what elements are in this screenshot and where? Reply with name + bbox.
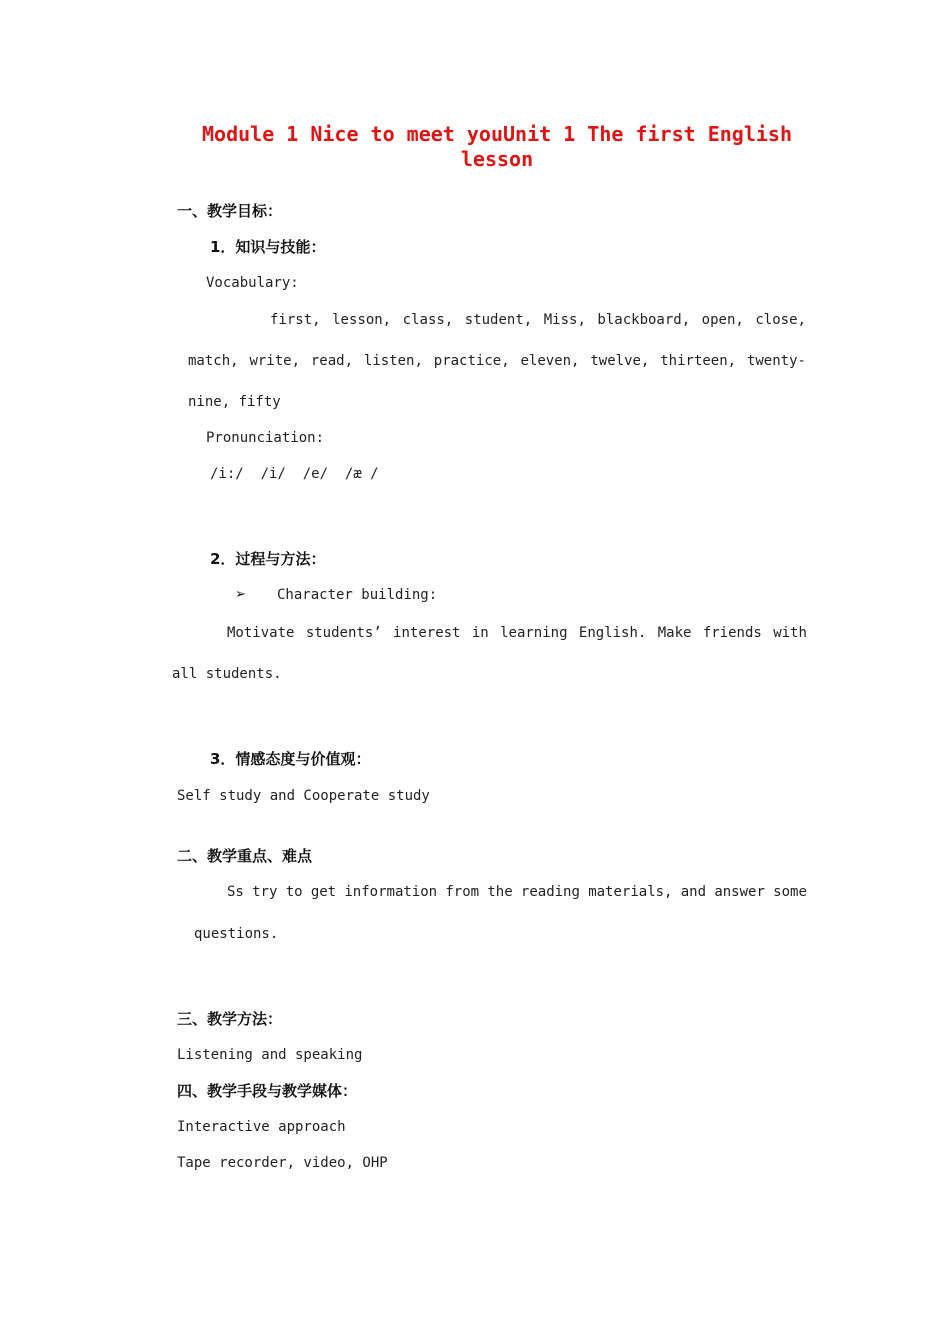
section-3-heading: 三、教学方法： — [177, 1010, 283, 1028]
word: students’ — [305, 625, 382, 641]
word: answer — [714, 884, 765, 900]
word: twenty- — [746, 353, 806, 369]
word: eleven, — [520, 353, 580, 369]
subsection-knowledge-heading: 1．知识与技能： — [210, 238, 326, 256]
vocabulary-line-1 — [270, 311, 806, 329]
word: first, — [270, 312, 321, 328]
word: with — [773, 625, 807, 641]
word: read, — [310, 353, 354, 369]
word: some — [773, 884, 807, 900]
word: learning — [500, 625, 568, 641]
document-title: Module 1 Nice to meet youUnit 1 The first English lesson — [201, 122, 792, 171]
word: open, — [701, 312, 744, 328]
pronunciation-symbols: /i:/ /i/ /e/ /æ / — [210, 466, 379, 482]
section-4-heading: 四、教学手段与教学媒体： — [177, 1082, 358, 1100]
section-2-heading: 二、教学重点、难点 — [177, 847, 313, 865]
key-points-line-1 — [227, 883, 807, 901]
attitude-text: Self study and Cooperate study — [177, 788, 430, 804]
arrow-bullet-icon: ➢ — [235, 587, 246, 602]
bullet-text: Character building: — [277, 587, 438, 603]
word: English. — [578, 625, 647, 641]
word: close, — [755, 312, 806, 328]
key-points-line-2: questions. — [194, 926, 279, 942]
word: class, — [402, 312, 454, 328]
word: Miss, — [543, 312, 586, 328]
word: interest — [393, 625, 461, 641]
word: information — [344, 884, 438, 900]
word: the — [487, 884, 513, 900]
media-text-1: Interactive approach — [177, 1119, 346, 1135]
word: blackboard, — [597, 312, 691, 328]
word: lesson, — [332, 312, 392, 328]
subsection-process-heading: 2．过程与方法： — [210, 550, 326, 568]
method-text: Listening and speaking — [177, 1047, 363, 1063]
pronunciation-label: Pronunciation: — [206, 430, 325, 446]
word: student, — [464, 312, 533, 328]
word: and — [680, 884, 707, 900]
vocabulary-line-2 — [188, 352, 806, 370]
section-1-heading: 一、教学目标： — [177, 202, 283, 220]
word: twelve, — [590, 353, 650, 369]
word: try — [252, 884, 278, 900]
vocabulary-line-3: nine, fifty — [188, 394, 281, 410]
word: reading — [520, 884, 580, 900]
process-line-2: all students. — [172, 666, 282, 682]
word: Motivate — [227, 625, 295, 641]
word: practice, — [433, 353, 510, 369]
word: thirteen, — [660, 353, 737, 369]
subsection-attitude-heading: 3．情感态度与价值观： — [210, 750, 371, 768]
word: Make — [657, 625, 692, 641]
process-line-1 — [227, 624, 807, 642]
word: write, — [249, 353, 301, 369]
word: listen, — [363, 353, 423, 369]
word: Ss — [227, 884, 244, 900]
word: friends — [702, 625, 762, 641]
word: from — [445, 884, 480, 900]
word: match, — [188, 353, 239, 369]
word: to — [285, 884, 303, 900]
word: in — [471, 625, 489, 641]
media-text-2: Tape recorder, video, OHP — [177, 1155, 388, 1171]
word: get — [310, 884, 337, 900]
vocabulary-label: Vocabulary: — [206, 275, 299, 291]
word: materials, — [588, 884, 673, 900]
